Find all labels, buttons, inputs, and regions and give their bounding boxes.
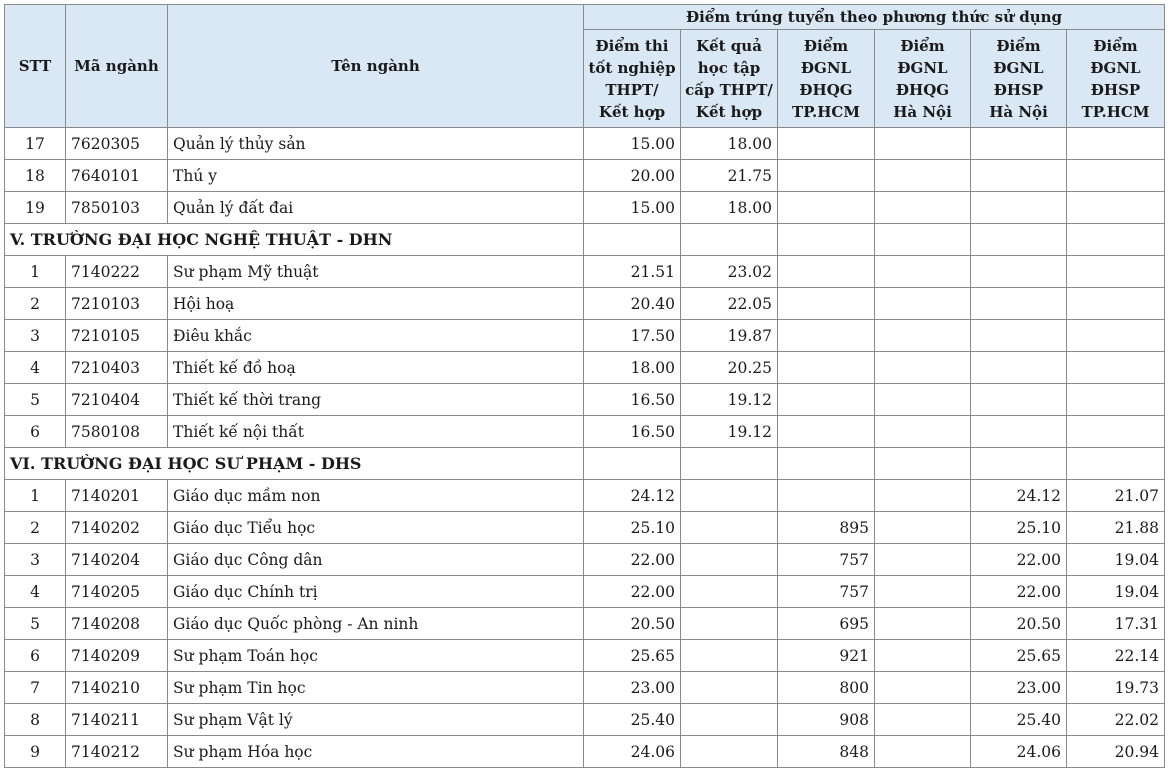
- header-method-6: [1067, 30, 1165, 128]
- empty-cell: [875, 448, 971, 480]
- empty-cell: [584, 224, 681, 256]
- cell-dgnl-hcm: 800: [778, 672, 875, 704]
- cell-name: Sư phạm Vật lý: [168, 704, 584, 736]
- cell-dgnl-dhsp-hcm: 19.73: [1067, 672, 1165, 704]
- cell-code: 7140222: [66, 256, 168, 288]
- table-row: [5, 384, 1165, 416]
- empty-cell: [681, 448, 778, 480]
- cell-thpt-score: 24.12: [584, 480, 681, 512]
- cell-code: 7210103: [66, 288, 168, 320]
- header-method-line: ĐHSP: [1090, 80, 1141, 99]
- cell-thpt-score: 15.00: [584, 128, 681, 160]
- cell-dgnl-hanoi: [875, 128, 971, 160]
- cell-transcript-score: 21.75: [681, 160, 778, 192]
- cell-transcript-score: [681, 512, 778, 544]
- cell-transcript-score: 19.12: [681, 416, 778, 448]
- cell-dgnl-dhsp-hcm: 21.07: [1067, 480, 1165, 512]
- header-method-4: [875, 30, 971, 128]
- cell-transcript-score: [681, 672, 778, 704]
- cell-transcript-score: 22.05: [681, 288, 778, 320]
- cell-dgnl-dhsp-hcm: [1067, 160, 1165, 192]
- cell-dgnl-hanoi: [875, 672, 971, 704]
- cell-dgnl-hcm: 757: [778, 576, 875, 608]
- cell-dgnl-hanoi: [875, 736, 971, 768]
- header-method-5: [971, 30, 1067, 128]
- cell-dgnl-hanoi: [875, 352, 971, 384]
- section-title: V. TRƯỜNG ĐẠI HỌC NGHỆ THUẬT - DHN: [5, 224, 584, 256]
- cell-thpt-score: 22.00: [584, 544, 681, 576]
- cell-stt: 3: [5, 544, 66, 576]
- cell-transcript-score: [681, 640, 778, 672]
- cell-stt: 8: [5, 704, 66, 736]
- cell-thpt-score: 18.00: [584, 352, 681, 384]
- cell-dgnl-hcm: [778, 288, 875, 320]
- cell-dgnl-dhsp-hanoi: 22.00: [971, 576, 1067, 608]
- cell-stt: 6: [5, 416, 66, 448]
- header-stt: STT: [5, 5, 66, 128]
- cell-dgnl-dhsp-hcm: [1067, 128, 1165, 160]
- header-method-line: Điểm: [996, 36, 1041, 55]
- table-row: [5, 480, 1165, 512]
- cell-stt: 17: [5, 128, 66, 160]
- cell-dgnl-hcm: [778, 384, 875, 416]
- cell-thpt-score: 17.50: [584, 320, 681, 352]
- cell-dgnl-dhsp-hanoi: [971, 384, 1067, 416]
- header-method-line: ĐGNL: [1090, 58, 1141, 77]
- cell-thpt-score: 15.00: [584, 192, 681, 224]
- cell-dgnl-dhsp-hcm: [1067, 192, 1165, 224]
- table-row: [5, 640, 1165, 672]
- cell-name: Giáo dục Công dân: [168, 544, 584, 576]
- cell-transcript-score: 19.12: [681, 384, 778, 416]
- cell-stt: 2: [5, 512, 66, 544]
- cell-dgnl-hcm: 921: [778, 640, 875, 672]
- table-row: [5, 512, 1165, 544]
- cell-dgnl-hanoi: [875, 608, 971, 640]
- cell-dgnl-hcm: 695: [778, 608, 875, 640]
- table-row: [5, 288, 1165, 320]
- table-row: [5, 320, 1165, 352]
- cell-thpt-score: 25.10: [584, 512, 681, 544]
- cell-dgnl-dhsp-hcm: 20.94: [1067, 736, 1165, 768]
- cell-dgnl-dhsp-hcm: [1067, 288, 1165, 320]
- cell-name: Điêu khắc: [168, 320, 584, 352]
- cell-name: Sư phạm Toán học: [168, 640, 584, 672]
- header-code: Mã ngành: [66, 5, 168, 128]
- cell-dgnl-hcm: [778, 128, 875, 160]
- cell-name: Thiết kế đồ hoạ: [168, 352, 584, 384]
- empty-cell: [1067, 224, 1165, 256]
- empty-cell: [875, 224, 971, 256]
- cell-transcript-score: [681, 480, 778, 512]
- cell-code: 7140201: [66, 480, 168, 512]
- cell-code: 7140208: [66, 608, 168, 640]
- header-method-1: [584, 30, 681, 128]
- empty-cell: [971, 448, 1067, 480]
- cell-dgnl-hanoi: [875, 480, 971, 512]
- cell-dgnl-dhsp-hcm: 19.04: [1067, 576, 1165, 608]
- cell-dgnl-dhsp-hanoi: 20.50: [971, 608, 1067, 640]
- table-row: [5, 672, 1165, 704]
- cell-dgnl-dhsp-hcm: 19.04: [1067, 544, 1165, 576]
- cell-code: 7640101: [66, 160, 168, 192]
- cell-dgnl-dhsp-hanoi: [971, 256, 1067, 288]
- header-method-3: [778, 30, 875, 128]
- cell-name: Giáo dục Tiểu học: [168, 512, 584, 544]
- table-row: [5, 544, 1165, 576]
- cell-name: Giáo dục Chính trị: [168, 576, 584, 608]
- cell-transcript-score: 20.25: [681, 352, 778, 384]
- cell-code: 7140204: [66, 544, 168, 576]
- cell-dgnl-hanoi: [875, 704, 971, 736]
- cell-thpt-score: 22.00: [584, 576, 681, 608]
- empty-cell: [1067, 448, 1165, 480]
- cell-dgnl-hanoi: [875, 544, 971, 576]
- table-row: [5, 736, 1165, 768]
- header-method-line: ĐGNL: [897, 58, 948, 77]
- cell-thpt-score: 25.65: [584, 640, 681, 672]
- cell-dgnl-dhsp-hcm: [1067, 256, 1165, 288]
- cell-dgnl-hanoi: [875, 288, 971, 320]
- cell-dgnl-hanoi: [875, 384, 971, 416]
- cell-dgnl-hanoi: [875, 256, 971, 288]
- header-method-line: Hà Nội: [989, 102, 1048, 121]
- cell-stt: 7: [5, 672, 66, 704]
- cell-code: 7140202: [66, 512, 168, 544]
- cell-dgnl-hcm: 848: [778, 736, 875, 768]
- cell-stt: 9: [5, 736, 66, 768]
- cell-dgnl-dhsp-hcm: [1067, 352, 1165, 384]
- cell-stt: 6: [5, 640, 66, 672]
- cell-dgnl-dhsp-hanoi: [971, 320, 1067, 352]
- cell-dgnl-hcm: [778, 352, 875, 384]
- cell-dgnl-dhsp-hanoi: 25.10: [971, 512, 1067, 544]
- cell-dgnl-hcm: [778, 256, 875, 288]
- cell-transcript-score: 18.00: [681, 192, 778, 224]
- cell-thpt-score: 23.00: [584, 672, 681, 704]
- empty-cell: [778, 224, 875, 256]
- cell-thpt-score: 16.50: [584, 384, 681, 416]
- cell-dgnl-dhsp-hcm: 21.88: [1067, 512, 1165, 544]
- cell-dgnl-dhsp-hanoi: 25.65: [971, 640, 1067, 672]
- cell-code: 7140211: [66, 704, 168, 736]
- empty-cell: [971, 224, 1067, 256]
- cell-dgnl-dhsp-hanoi: [971, 160, 1067, 192]
- header-method-line: học tập: [697, 58, 761, 77]
- cell-stt: 4: [5, 352, 66, 384]
- cell-transcript-score: 23.02: [681, 256, 778, 288]
- section-row: [5, 448, 1165, 480]
- header-method-line: Điểm: [1093, 36, 1138, 55]
- cell-dgnl-dhsp-hanoi: 24.06: [971, 736, 1067, 768]
- cell-dgnl-hanoi: [875, 576, 971, 608]
- cell-stt: 18: [5, 160, 66, 192]
- header-method-line: TP.HCM: [792, 102, 860, 121]
- table-row: [5, 352, 1165, 384]
- header-method-line: ĐGNL: [800, 58, 852, 77]
- cell-code: 7850103: [66, 192, 168, 224]
- header-name: Tên ngành: [168, 5, 584, 128]
- cell-code: 7620305: [66, 128, 168, 160]
- header-method-line: cấp THPT/: [685, 80, 773, 99]
- section-title: VI. TRƯỜNG ĐẠI HỌC SƯ PHẠM - DHS: [5, 448, 584, 480]
- cell-code: 7210105: [66, 320, 168, 352]
- cell-dgnl-dhsp-hcm: 22.14: [1067, 640, 1165, 672]
- cell-thpt-score: 20.50: [584, 608, 681, 640]
- cell-transcript-score: [681, 576, 778, 608]
- cell-code: 7580108: [66, 416, 168, 448]
- cell-stt: 19: [5, 192, 66, 224]
- cell-dgnl-hcm: [778, 160, 875, 192]
- cell-dgnl-hcm: 895: [778, 512, 875, 544]
- header-method-line: ĐHQG: [895, 80, 950, 99]
- cell-transcript-score: [681, 736, 778, 768]
- cell-code: 7210403: [66, 352, 168, 384]
- cell-dgnl-dhsp-hanoi: [971, 128, 1067, 160]
- header-method-2: [681, 30, 778, 128]
- cell-dgnl-hanoi: [875, 640, 971, 672]
- cell-dgnl-dhsp-hanoi: 24.12: [971, 480, 1067, 512]
- cell-dgnl-hanoi: [875, 192, 971, 224]
- cell-dgnl-hcm: [778, 416, 875, 448]
- header-method-group: Điểm trúng tuyển theo phương thức sử dụng: [584, 5, 1165, 30]
- cell-thpt-score: 20.00: [584, 160, 681, 192]
- cell-thpt-score: 16.50: [584, 416, 681, 448]
- cell-transcript-score: [681, 704, 778, 736]
- cell-dgnl-dhsp-hcm: [1067, 320, 1165, 352]
- cell-transcript-score: [681, 544, 778, 576]
- table-row: [5, 608, 1165, 640]
- cell-name: Giáo dục mầm non: [168, 480, 584, 512]
- cell-name: Quản lý đất đai: [168, 192, 584, 224]
- cell-name: Sư phạm Hóa học: [168, 736, 584, 768]
- cell-name: Sư phạm Mỹ thuật: [168, 256, 584, 288]
- header-method-line: Điểm: [803, 36, 849, 55]
- cell-dgnl-hanoi: [875, 512, 971, 544]
- cell-dgnl-hanoi: [875, 320, 971, 352]
- cell-dgnl-dhsp-hanoi: [971, 352, 1067, 384]
- header-method-line: Hà Nội: [893, 102, 952, 121]
- cell-code: 7140212: [66, 736, 168, 768]
- cell-dgnl-hcm: [778, 192, 875, 224]
- table-row: [5, 416, 1165, 448]
- cell-name: Hội hoạ: [168, 288, 584, 320]
- header-method-line: tốt nghiệp: [588, 58, 676, 77]
- header-method-line: ĐGNL: [993, 58, 1044, 77]
- header-method-line: Kết quả: [696, 36, 762, 55]
- cell-dgnl-hcm: 908: [778, 704, 875, 736]
- empty-cell: [681, 224, 778, 256]
- cell-code: 7210404: [66, 384, 168, 416]
- cell-code: 7140205: [66, 576, 168, 608]
- cell-transcript-score: [681, 608, 778, 640]
- header-method-line: Kết hợp: [598, 102, 666, 121]
- cell-dgnl-dhsp-hcm: 22.02: [1067, 704, 1165, 736]
- cell-code: 7140209: [66, 640, 168, 672]
- cell-dgnl-dhsp-hcm: [1067, 416, 1165, 448]
- header-method-line: ĐHQG: [799, 80, 853, 99]
- cell-dgnl-dhsp-hcm: [1067, 384, 1165, 416]
- table-row: [5, 704, 1165, 736]
- cell-name: Sư phạm Tin học: [168, 672, 584, 704]
- cell-code: 7140210: [66, 672, 168, 704]
- cell-name: Thiết kế nội thất: [168, 416, 584, 448]
- empty-cell: [778, 448, 875, 480]
- cell-stt: 5: [5, 384, 66, 416]
- cell-stt: 2: [5, 288, 66, 320]
- cell-name: Quản lý thủy sản: [168, 128, 584, 160]
- cell-dgnl-hcm: [778, 480, 875, 512]
- header-method-line: Kết hợp: [695, 102, 763, 121]
- cell-thpt-score: 20.40: [584, 288, 681, 320]
- cell-thpt-score: 21.51: [584, 256, 681, 288]
- cell-transcript-score: 18.00: [681, 128, 778, 160]
- cell-stt: 4: [5, 576, 66, 608]
- cell-name: Giáo dục Quốc phòng - An ninh: [168, 608, 584, 640]
- table-header: [5, 5, 1165, 128]
- cell-dgnl-dhsp-hcm: 17.31: [1067, 608, 1165, 640]
- cell-dgnl-dhsp-hanoi: [971, 416, 1067, 448]
- cell-thpt-score: 24.06: [584, 736, 681, 768]
- cell-thpt-score: 25.40: [584, 704, 681, 736]
- cell-stt: 1: [5, 480, 66, 512]
- header-method-line: ĐHSP: [993, 80, 1044, 99]
- cell-dgnl-dhsp-hanoi: [971, 192, 1067, 224]
- table-row: [5, 256, 1165, 288]
- cell-name: Thiết kế thời trang: [168, 384, 584, 416]
- cell-dgnl-dhsp-hanoi: 25.40: [971, 704, 1067, 736]
- cell-dgnl-hanoi: [875, 160, 971, 192]
- cell-dgnl-dhsp-hanoi: 23.00: [971, 672, 1067, 704]
- table-row: [5, 192, 1165, 224]
- cell-stt: 3: [5, 320, 66, 352]
- empty-cell: [584, 448, 681, 480]
- cell-stt: 1: [5, 256, 66, 288]
- table-row: [5, 160, 1165, 192]
- header-method-line: Điểm thi: [595, 36, 669, 55]
- table-row: [5, 576, 1165, 608]
- cell-dgnl-dhsp-hanoi: 22.00: [971, 544, 1067, 576]
- cell-dgnl-hanoi: [875, 416, 971, 448]
- cell-name: Thú y: [168, 160, 584, 192]
- header-method-line: Điểm: [900, 36, 945, 55]
- section-row: [5, 224, 1165, 256]
- table-row: [5, 128, 1165, 160]
- cell-stt: 5: [5, 608, 66, 640]
- cell-dgnl-dhsp-hanoi: [971, 288, 1067, 320]
- header-method-line: TP.HCM: [1081, 102, 1150, 121]
- header-method-line: THPT/: [605, 80, 659, 99]
- cell-dgnl-hcm: [778, 320, 875, 352]
- admission-scores-table: [4, 4, 1165, 768]
- cell-transcript-score: 19.87: [681, 320, 778, 352]
- table-body: [5, 128, 1165, 768]
- cell-dgnl-hcm: 757: [778, 544, 875, 576]
